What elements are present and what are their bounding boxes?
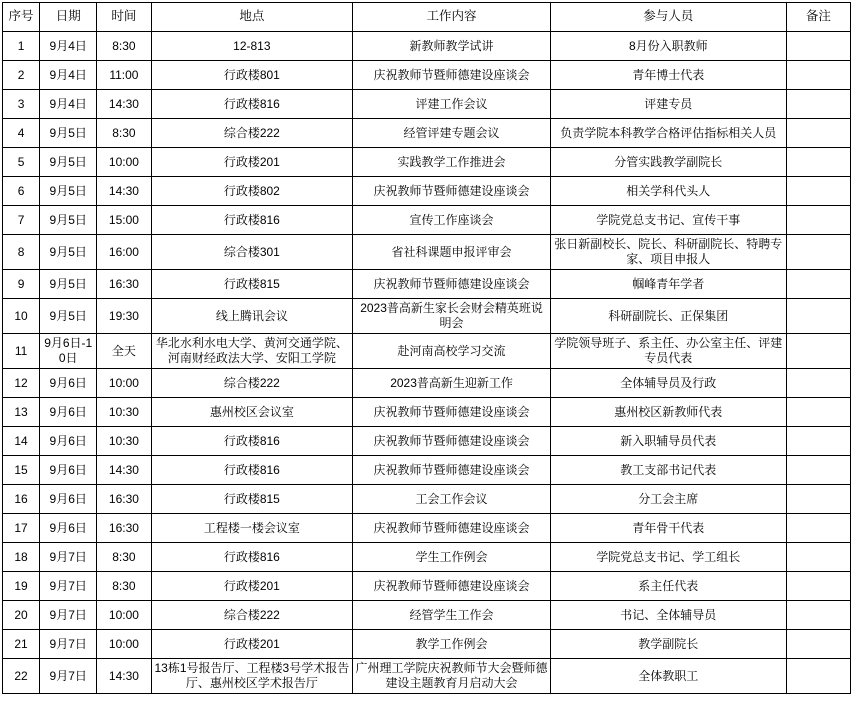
cell-place: 华北水利水电大学、黄河交通学院、河南财经政法大学、安阳工学院 [151,334,353,369]
cell-time: 8:30 [97,119,151,148]
table-row [3,206,851,235]
cell-time: 10:30 [97,398,151,427]
cell-note [786,398,850,427]
cell-people: 系主任代表 [550,572,786,601]
cell-seq: 7 [3,206,40,235]
cell-place: 综合楼222 [151,119,353,148]
cell-work: 赴河南高校学习交流 [353,334,551,369]
cell-people: 新入职辅导员代表 [550,427,786,456]
cell-place: 行政楼201 [151,148,353,177]
cell-place: 行政楼816 [151,427,353,456]
cell-seq: 8 [3,235,40,270]
cell-date: 9月7日 [40,630,97,659]
cell-place: 行政楼816 [151,456,353,485]
cell-note [786,90,850,119]
cell-time: 8:30 [97,32,151,61]
cell-time: 14:30 [97,659,151,694]
cell-work: 经管学生工作会 [353,601,551,630]
cell-date: 9月7日 [40,659,97,694]
cell-seq: 16 [3,485,40,514]
cell-time: 14:30 [97,90,151,119]
cell-date: 9月5日 [40,299,97,334]
table-row [3,177,851,206]
cell-people: 学院党总支书记、宣传干事 [550,206,786,235]
cell-note [786,270,850,299]
cell-place: 行政楼201 [151,630,353,659]
cell-people: 全体辅导员及行政 [550,369,786,398]
cell-note [786,485,850,514]
cell-place: 行政楼201 [151,572,353,601]
cell-time: 16:30 [97,514,151,543]
table-row [3,235,851,270]
cell-date: 9月4日 [40,61,97,90]
cell-note [786,32,850,61]
cell-note [786,369,850,398]
cell-seq: 14 [3,427,40,456]
cell-time: 8:30 [97,543,151,572]
cell-note [786,659,850,694]
cell-time: 10:00 [97,148,151,177]
cell-note [786,177,850,206]
cell-work: 评建工作会议 [353,90,551,119]
cell-place: 行政楼801 [151,61,353,90]
cell-work: 庆祝教师节暨师德建设座谈会 [353,427,551,456]
cell-note [786,427,850,456]
cell-people: 教学副院长 [550,630,786,659]
cell-people: 评建专员 [550,90,786,119]
cell-time: 11:00 [97,61,151,90]
cell-time: 10:00 [97,369,151,398]
table-row [3,334,851,369]
table-row [3,32,851,61]
cell-place: 惠州校区会议室 [151,398,353,427]
table-row [3,369,851,398]
cell-work: 2023普高新生家长会财会精英班说明会 [353,299,551,334]
cell-place: 线上腾讯会议 [151,299,353,334]
cell-seq: 5 [3,148,40,177]
cell-time: 16:30 [97,270,151,299]
cell-date: 9月6日 [40,427,97,456]
cell-people: 8月份入职教师 [550,32,786,61]
cell-date: 9月5日 [40,119,97,148]
table-row [3,543,851,572]
cell-time: 14:30 [97,177,151,206]
schedule-table [2,2,851,694]
cell-place: 行政楼816 [151,543,353,572]
cell-work: 宣传工作座谈会 [353,206,551,235]
cell-date: 9月4日 [40,32,97,61]
cell-place: 13栋1号报告厅、工程楼3号学术报告厅、惠州校区学术报告厅 [151,659,353,694]
cell-place: 行政楼816 [151,90,353,119]
cell-date: 9月4日 [40,90,97,119]
cell-time: 19:30 [97,299,151,334]
cell-seq: 15 [3,456,40,485]
table-row [3,630,851,659]
cell-place: 综合楼222 [151,369,353,398]
cell-date: 9月6日 [40,514,97,543]
table-row [3,61,851,90]
table-row [3,270,851,299]
cell-work: 工会工作会议 [353,485,551,514]
cell-people: 青年博士代表 [550,61,786,90]
cell-place: 综合楼301 [151,235,353,270]
cell-place: 工程楼一楼会议室 [151,514,353,543]
cell-seq: 19 [3,572,40,601]
cell-work: 庆祝教师节暨师德建设座谈会 [353,177,551,206]
cell-date: 9月7日 [40,572,97,601]
cell-work: 2023普高新生迎新工作 [353,369,551,398]
cell-work: 庆祝教师节暨师德建设座谈会 [353,270,551,299]
cell-date: 9月5日 [40,235,97,270]
cell-note [786,61,850,90]
cell-note [786,299,850,334]
cell-seq: 17 [3,514,40,543]
table-row [3,299,851,334]
cell-time: 全天 [97,334,151,369]
cell-date: 9月6日 [40,456,97,485]
cell-date: 9月6日 [40,398,97,427]
cell-time: 15:00 [97,206,151,235]
cell-place: 行政楼802 [151,177,353,206]
column-header-seq: 序号 [3,3,40,32]
table-row [3,119,851,148]
cell-note [786,543,850,572]
table-row [3,572,851,601]
column-header-work: 工作内容 [353,3,551,32]
cell-note [786,235,850,270]
cell-work: 庆祝教师节暨师德建设座谈会 [353,572,551,601]
table-row [3,398,851,427]
cell-time: 10:00 [97,601,151,630]
cell-people: 书记、全体辅导员 [550,601,786,630]
cell-place: 行政楼816 [151,206,353,235]
cell-people: 科研副院长、正保集团 [550,299,786,334]
cell-work: 庆祝教师节暨师德建设座谈会 [353,514,551,543]
cell-note [786,572,850,601]
cell-people: 分工会主席 [550,485,786,514]
cell-people: 分管实践教学副院长 [550,148,786,177]
cell-place: 综合楼222 [151,601,353,630]
table-row [3,148,851,177]
cell-seq: 9 [3,270,40,299]
cell-date: 9月6日 [40,369,97,398]
cell-note [786,601,850,630]
column-header-people: 参与人员 [550,3,786,32]
cell-note [786,119,850,148]
cell-people: 惠州校区新教师代表 [550,398,786,427]
cell-people: 负责学院本科教学合格评估指标相关人员 [550,119,786,148]
cell-seq: 4 [3,119,40,148]
cell-work: 经管评建专题会议 [353,119,551,148]
cell-place: 行政楼815 [151,485,353,514]
table-row [3,427,851,456]
cell-people: 教工支部书记代表 [550,456,786,485]
cell-time: 10:00 [97,630,151,659]
cell-place: 12-813 [151,32,353,61]
table-row [3,659,851,694]
cell-work: 新教师教学试讲 [353,32,551,61]
cell-note [786,630,850,659]
cell-seq: 2 [3,61,40,90]
cell-work: 学生工作例会 [353,543,551,572]
column-header-time: 时间 [97,3,151,32]
cell-time: 8:30 [97,572,151,601]
cell-place: 行政楼815 [151,270,353,299]
table-row [3,485,851,514]
cell-date: 9月5日 [40,148,97,177]
cell-seq: 1 [3,32,40,61]
cell-time: 10:30 [97,427,151,456]
cell-seq: 10 [3,299,40,334]
cell-people: 学院党总支书记、学工组长 [550,543,786,572]
column-header-place: 地点 [151,3,353,32]
cell-work: 庆祝教师节暨师德建设座谈会 [353,61,551,90]
column-header-note: 备注 [786,3,850,32]
cell-seq: 12 [3,369,40,398]
cell-note [786,456,850,485]
cell-note [786,334,850,369]
cell-seq: 21 [3,630,40,659]
cell-seq: 22 [3,659,40,694]
cell-work: 庆祝教师节暨师德建设座谈会 [353,456,551,485]
cell-note [786,148,850,177]
cell-people: 张日新副校长、院长、科研副院长、特聘专家、项目申报人 [550,235,786,270]
table-row [3,90,851,119]
cell-work: 实践教学工作推进会 [353,148,551,177]
cell-seq: 13 [3,398,40,427]
cell-date: 9月6日 [40,485,97,514]
cell-seq: 6 [3,177,40,206]
cell-people: 帼峰青年学者 [550,270,786,299]
cell-work: 广州理工学院庆祝教师节大会暨师德建设主题教育月启动大会 [353,659,551,694]
cell-time: 16:30 [97,485,151,514]
cell-seq: 18 [3,543,40,572]
cell-note [786,206,850,235]
cell-work: 教学工作例会 [353,630,551,659]
cell-date: 9月7日 [40,601,97,630]
column-header-date: 日期 [40,3,97,32]
cell-seq: 20 [3,601,40,630]
cell-date: 9月5日 [40,206,97,235]
cell-note [786,514,850,543]
cell-work: 庆祝教师节暨师德建设座谈会 [353,398,551,427]
cell-date: 9月7日 [40,543,97,572]
table-row [3,456,851,485]
cell-seq: 3 [3,90,40,119]
cell-people: 相关学科代头人 [550,177,786,206]
table-row [3,514,851,543]
cell-work: 省社科课题申报评审会 [353,235,551,270]
cell-seq: 11 [3,334,40,369]
cell-date: 9月5日 [40,177,97,206]
cell-time: 16:00 [97,235,151,270]
cell-people: 学院领导班子、系主任、办公室主任、评建专员代表 [550,334,786,369]
table-row [3,601,851,630]
cell-people: 全体教职工 [550,659,786,694]
cell-people: 青年骨干代表 [550,514,786,543]
table-header-row [3,3,851,32]
cell-date: 9月5日 [40,270,97,299]
table-body [3,32,851,694]
cell-time: 14:30 [97,456,151,485]
cell-date: 9月6日-10日 [40,334,97,369]
